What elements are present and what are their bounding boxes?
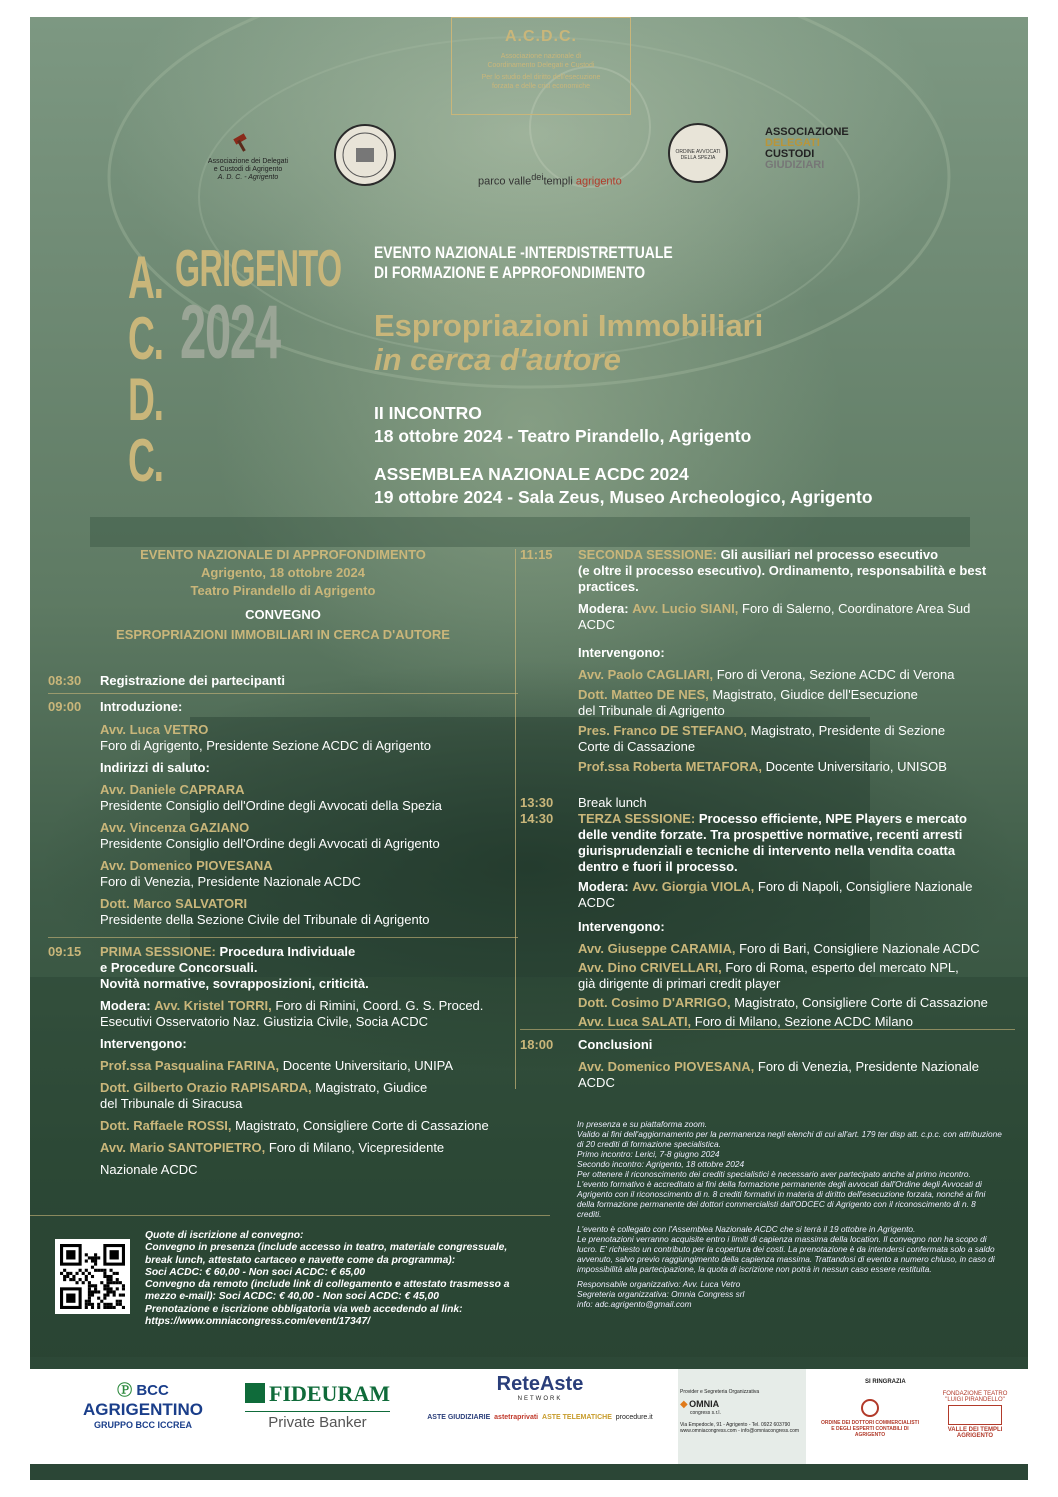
c-name: Avv. Domenico PIOVESANA,: [578, 1059, 755, 1074]
teatro-3: VALLE DEI TEMPLI: [947, 1427, 1003, 1433]
agrigento-assoc-2: e Custodi di Agrigento: [213, 166, 283, 173]
note-1: Valido ai fini dell'aggiornamento per la permanenza negli elenchi di cui all'art. 179 ter disp att. c.p.c. con attribuzione di 20 crediti di formazione specialistica.: [577, 1129, 1002, 1149]
modera-role-2: Esecutivi Osservatorio Naz. Giustizia Civile, Socia ACDC: [100, 1014, 428, 1029]
note-7: Le prenotazioni verranno acquisite entro i limiti di capienza massima della location. Il convegno non ha scopo di lucro. E' richiesto un contributo per la copertura dei costi. La prenotazione è da intendersi confermata solo a saldo avvenuto, salvo previo raggiungimento della capienza massima. Trattandosi di evento a numero chiuso, in caso di impossibilità alla partecipazione, la quota di iscrizione non potrà in nessun caso essere restituita.: [577, 1234, 995, 1274]
parco-word-5: agrigento: [575, 175, 622, 188]
agrigento-word: GRIGENTO: [175, 240, 342, 298]
letter-a: A.: [128, 244, 163, 311]
reteaste-logo: [425, 1373, 655, 1421]
j1-role: Foro di Bari, Consigliere Nazionale ACDC: [739, 941, 980, 956]
omnia-4: Via Empedocle, 91 - Agrigento - Tel. 0922 603790: [680, 1422, 791, 1428]
parco-valle-templi-logo: [478, 172, 622, 188]
incontro-line-2: 18 ottobre 2024 - Teatro Pirandello, Agrigento: [374, 426, 752, 446]
r-modera-label: Modera:: [578, 601, 629, 616]
assemblea-line-2: 19 ottobre 2024 - Sala Zeus, Museo Archeologico, Agrigento: [374, 487, 873, 507]
odcec-seal-icon: [861, 1399, 879, 1417]
agrigento-assoc-1: Associazione dei Delegati: [207, 158, 289, 165]
reg-0: Quote di iscrizione al convegno:: [145, 1230, 304, 1241]
left-head-3: Teatro Pirandello di Agrigento: [190, 583, 376, 598]
saluto-label: Indirizzi di saluto:: [100, 760, 210, 775]
r-i4-name: Prof.ssa Roberta METAFORA,: [578, 759, 762, 774]
i2-name: Dott. Gilberto Orazio RAPISARDA,: [100, 1080, 312, 1095]
r-i3-role-1: Magistrato, Presidente di Sezione: [750, 723, 946, 738]
s3-role: Foro di Venezia, Presidente Nazionale ACDC: [100, 874, 361, 889]
rete-3: ASTE GIUDIZIARIE: [427, 1414, 491, 1421]
left-head-1: EVENTO NAZIONALE DI APPROFONDIMENTO: [140, 547, 426, 562]
parco-word-3: dei: [531, 172, 544, 182]
acdc-short: A.C.D.C.: [505, 28, 577, 45]
teatro-logo: [930, 1391, 1020, 1439]
r-modera-role-1: Foro di Salerno, Coordinatore Area Sud: [742, 601, 971, 616]
s1-name: Avv. Daniele CAPRARA: [100, 782, 245, 797]
terza-3: giurisprudenziali e tecniche di intervento nella vendita coatta: [578, 843, 956, 858]
note-6: L'evento è collegato con l'Assemblea Nazionale ACDC che si terrà il 19 ottobre in Agrigento.: [577, 1224, 916, 1234]
bcc-2: AGRIGENTINO: [83, 1400, 203, 1419]
time-1430: 14:30: [520, 811, 554, 826]
letter-c2: C.: [128, 427, 163, 494]
r2-modera-name: Avv. Giorgia VIOLA,: [632, 879, 755, 894]
reg-1: Convegno in presenza (include accesso in teatro, materiale congressuale, break lunch, attestato cartaceo e navette come da programma):: [145, 1242, 508, 1266]
s2-name: Avv. Vincenza GAZIANO: [100, 820, 250, 835]
gavel-icon: [230, 130, 254, 154]
ordine-logo-text: ORDINE AVVOCATI DELLA SPEZIA: [675, 149, 721, 161]
teatro-building-icon: [948, 1405, 1002, 1425]
teatro-4: AGRIGENTO: [956, 1433, 994, 1439]
fideuram-logo: [235, 1381, 400, 1431]
break-lunch: Break lunch: [578, 795, 647, 810]
s2-role: Presidente Consiglio dell'Ordine degli Avvocati di Agrigento: [100, 836, 440, 851]
modera-label: Modera:: [100, 998, 151, 1013]
bcc-1: BCC: [136, 1382, 169, 1399]
left-head-2: Agrigento, 18 ottobre 2024: [201, 565, 365, 580]
intro-role: Foro di Agrigento, Presidente Sezione ACDC di Agrigento: [100, 738, 431, 753]
bcc-logo: [58, 1379, 228, 1430]
acdc-vertical-letters: [128, 244, 163, 494]
qr-code[interactable]: [55, 1239, 130, 1314]
time-1115: 11:15: [520, 547, 553, 562]
event-notes: [577, 1119, 1002, 1309]
assemblea-info: [374, 463, 873, 509]
event-line-2: DI FORMAZIONE E APPROFONDIMENTO: [374, 263, 646, 282]
i4-role-2: Nazionale ACDC: [100, 1162, 198, 1177]
omnia-1: Provider e Segreteria Organizzativa: [680, 1389, 760, 1395]
time-1800: 18:00: [520, 1037, 554, 1052]
rete-6: procedure.it: [615, 1414, 653, 1421]
acdc-logo-box: [451, 17, 631, 115]
note-10: info: adc.agrigento@gmail.com: [577, 1299, 692, 1309]
omnia-logo: [680, 1389, 805, 1434]
c-role-2: ACDC: [578, 1075, 615, 1090]
introduzione: Introduzione:: [100, 699, 183, 714]
time-1330: 13:30: [520, 795, 554, 810]
seconda-2: (e oltre il processo esecutivo). Ordinamento, responsabilità e best: [578, 563, 987, 578]
reg-4: Prenotazione e iscrizione obbligatoria via web accedendo al link:: [145, 1303, 463, 1315]
year-2024: 2024: [180, 290, 280, 375]
bcc-c-icon: Ⓟ: [117, 1382, 133, 1399]
j2-role-1: Foro di Roma, esperto del mercato NPL,: [725, 960, 959, 975]
r2-modera-role-1: Foro di Napoli, Consigliere Nazionale: [757, 879, 973, 894]
registration-link[interactable]: https://www.omniacongress.com/event/17347/: [145, 1316, 371, 1328]
time-0830: 08:30: [48, 673, 82, 688]
spezia-line-2: DELEGATI: [765, 137, 820, 149]
r2-modera-role-2: ACDC: [578, 895, 615, 910]
prima-1: Procedura Individuale: [219, 944, 356, 959]
note-2: Primo incontro: Lerici, 7-8 giugno 2024: [577, 1149, 720, 1159]
terza-4: dentro e fuori il processo.: [578, 859, 738, 874]
time-0915: 09:15: [48, 944, 82, 959]
i3-role: Magistrato, Consigliere Corte di Cassazione: [235, 1118, 489, 1133]
incontro-line-1: II INCONTRO: [374, 403, 482, 423]
r-i1-name: Avv. Paolo CAGLIARI,: [578, 667, 714, 682]
i4-role-1: Foro di Milano, Vicepresidente: [268, 1140, 445, 1155]
main-title: [374, 309, 763, 377]
rete-5: ASTE TELEMATICHE: [542, 1414, 612, 1421]
i4-name: Avv. Mario SANTOPIETRO,: [100, 1140, 266, 1155]
rete-2: NETWORK: [517, 1396, 563, 1402]
j3-name: Dott. Cosimo D'ARRIGO,: [578, 995, 731, 1010]
odcec-2: E DEGLI ESPERTI CONTABILI DI: [831, 1426, 909, 1432]
note-3: Secondo incontro: Agrigento, 18 ottobre 2024: [577, 1159, 745, 1169]
poster: [30, 17, 1028, 1480]
s4-name: Dott. Marco SALVATORI: [100, 896, 248, 911]
ordine-avvocati-spezia-logo: [668, 123, 728, 183]
acdc-full-3: Per lo studio del diritto dell'esecuzione: [481, 74, 601, 81]
parco-word-2: valle: [508, 175, 532, 188]
parco-word-4: templi: [543, 175, 573, 188]
main-title-1: Espropriazioni Immobiliari: [374, 308, 764, 343]
r-i1-role: Foro di Verona, Sezione ACDC di Verona: [716, 667, 955, 682]
j2-name: Avv. Dino CRIVELLARI,: [578, 960, 722, 975]
fideuram-square-icon: [245, 1383, 265, 1403]
prima-2: e Procedure Concorsuali.: [100, 960, 258, 975]
main-title-2: in cerca d'autore: [374, 342, 621, 377]
s4-role: Presidente della Sezione Civile del Tribunale di Agrigento: [100, 912, 430, 927]
j4-name: Avv. Luca SALATI,: [578, 1014, 692, 1029]
acdc-full-4: forzata e delle crisi economiche: [491, 83, 591, 90]
terza-label: TERZA SESSIONE:: [578, 811, 696, 826]
j3-role: Magistrato, Consigliere Corte di Cassazione: [734, 995, 988, 1010]
acdc-full-2: Coordinamento Delegati e Custodi: [487, 62, 595, 69]
note-8: Responsabile organizzativo: Avv. Luca Vetro: [577, 1279, 741, 1289]
odcec-3: AGRIGENTO: [854, 1432, 886, 1438]
terza-1: Processo efficiente, NPE Players e mercato: [698, 811, 967, 826]
fid-1: FIDEURAM: [269, 1381, 390, 1406]
note-5: L'evento formativo è accreditato ai fini della formazione permanente degli avvocati dall'Ordine degli Avvocati di Agrigento con il riconoscimento di n. 8 crediti formativi in materia di diritto dell'esecuzione forzata, nonché ai fini della formazione permanente dei dottori commercialisti dall'ODCEC di Agrigento con il riconoscimento di n. 8 crediti.: [577, 1179, 986, 1219]
left-head-4: CONVEGNO: [245, 607, 321, 622]
i2-role-1: Magistrato, Giudice: [315, 1080, 428, 1095]
event-line-1: EVENTO NAZIONALE -INTERDISTRETTUALE: [374, 243, 673, 262]
r-modera-role-2: ACDC: [578, 617, 615, 632]
event-type: [374, 243, 673, 283]
odcec-1: ORDINE DEI DOTTORI COMMERCIALISTI: [821, 1420, 919, 1426]
s3-name: Avv. Domenico PIOVESANA: [100, 858, 273, 873]
incontro-info: [374, 402, 751, 448]
teatro-1: FONDAZIONE TEATRO: [942, 1391, 1008, 1397]
odcec-logo: [810, 1399, 930, 1438]
i1-role: Docente Universitario, UNIPA: [282, 1058, 454, 1073]
note-0: In presenza e su piattaforma zoom.: [577, 1119, 708, 1129]
r2-intervengono-label: Intervengono:: [578, 919, 665, 934]
c-role-1: Foro di Venezia, Presidente Nazionale: [757, 1059, 980, 1074]
registrazione: Registrazione dei partecipanti: [100, 673, 285, 688]
modera-name: Avv. Kristel TORRI,: [154, 998, 272, 1013]
bcc-3: GRUPPO BCC ICCREA: [93, 1420, 192, 1430]
i2-role-2: del Tribunale di Siracusa: [100, 1096, 243, 1111]
s1-role: Presidente Consiglio dell'Ordine degli Avvocati della Spezia: [100, 798, 442, 813]
spezia-line-3: CUSTODI: [765, 148, 815, 160]
j4-role: Foro di Milano, Sezione ACDC Milano: [694, 1014, 914, 1029]
parco-word-1: parco: [478, 175, 506, 188]
letter-d: D.: [128, 366, 163, 433]
prima-label: PRIMA SESSIONE:: [100, 944, 216, 959]
r-i2-role-2: del Tribunale di Agrigento: [578, 703, 725, 718]
intro-name: Avv. Luca VETRO: [100, 722, 209, 737]
i3-name: Dott. Raffaele ROSSI,: [100, 1118, 232, 1133]
prima-3: Novità normative, sovrapposizioni, criticità.: [100, 976, 369, 991]
omnia-5: www.omniacongress.com - info@omniacongress.com: [680, 1428, 800, 1434]
teatro-2: "LUIGI PIRANDELLO": [945, 1397, 1005, 1403]
sponsor-bar: [30, 1369, 1028, 1464]
fid-2: Private Banker: [268, 1414, 367, 1431]
spezia-line-1: ASSOCIAZIONE: [765, 126, 849, 138]
j1-name: Avv. Giuseppe CARAMIA,: [578, 941, 736, 956]
i1-name: Prof.ssa Pasqualina FARINA,: [100, 1058, 280, 1073]
omnia-2: OMNIA: [689, 1399, 720, 1409]
note-9: Segreteria organizzativa: Omnia Congress srl: [577, 1289, 745, 1299]
r-i2-role-1: Magistrato, Giudice dell'Esecuzione: [712, 687, 918, 702]
j2-role-2: già dirigente di primari credit player: [578, 976, 781, 991]
conclusioni: Conclusioni: [578, 1037, 653, 1052]
r-i4-role: Docente Universitario, UNISOB: [765, 759, 947, 774]
reg-2: Soci ACDC: € 60,00 - Non soci ACDC: € 65,00: [145, 1266, 366, 1278]
rete-4: astetraprivati: [494, 1414, 539, 1421]
assemblea-line-1: ASSEMBLEA NAZIONALE ACDC 2024: [374, 464, 689, 484]
r-i3-name: Pres. Franco DE STEFANO,: [578, 723, 748, 738]
modera-role-1: Foro di Rimini, Coord. G. S. Proced.: [275, 998, 484, 1013]
registration-info: [145, 1230, 525, 1328]
qr-code-icon: [60, 1244, 125, 1309]
intervengono-label: Intervengono:: [100, 1036, 187, 1051]
omnia-diamond-icon: ◆: [680, 1399, 688, 1410]
letter-c1: C.: [128, 305, 163, 372]
note-4: Per ottenere il riconoscimento dei crediti specialistici è necessario aver partecipato anche al primo incontro.: [577, 1169, 971, 1179]
rete-1: ReteAste: [496, 1373, 584, 1395]
seconda-3: practices.: [578, 579, 639, 594]
column-divider: [515, 549, 516, 1089]
omnia-3: congress s.r.l.: [690, 1410, 721, 1416]
agrigento-bar-seal-icon: [334, 124, 396, 186]
r-i2-name: Dott. Matteo DE NES,: [578, 687, 709, 702]
acdc-full-1: Associazione nazionale di: [500, 53, 582, 60]
r-modera-name: Avv. Lucio SIANI,: [632, 601, 739, 616]
terza-2: delle vendite forzate. Tra prospettive normative, recenti arresti: [578, 827, 963, 842]
seconda-1: Gli ausiliari nel processo esecutivo: [720, 547, 939, 562]
agrigento-assoc-3: A. D. C. - Agrigento: [217, 174, 279, 181]
left-head-5: ESPROPRIAZIONI IMMOBILIARI IN CERCA D'AUTORE: [116, 627, 450, 642]
spezia-assoc-logo: [765, 127, 849, 171]
time-0900: 09:00: [48, 699, 82, 714]
thanks-label: SI RINGRAZIA: [865, 1379, 906, 1385]
r-i3-role-2: Corte di Cassazione: [578, 739, 696, 754]
seconda-label: SECONDA SESSIONE:: [578, 547, 717, 562]
spezia-line-4: GIUDIZIARI: [765, 159, 825, 171]
r-intervengono-label: Intervengono:: [578, 645, 665, 660]
reg-3: Convegno da remoto (include link di collegamento e attestato trasmesso a mezzo e-mail): Soci ACDC: € 40,00 - Non soci ACDC: € 45,00: [145, 1279, 510, 1303]
r2-modera-label: Modera:: [578, 879, 629, 894]
